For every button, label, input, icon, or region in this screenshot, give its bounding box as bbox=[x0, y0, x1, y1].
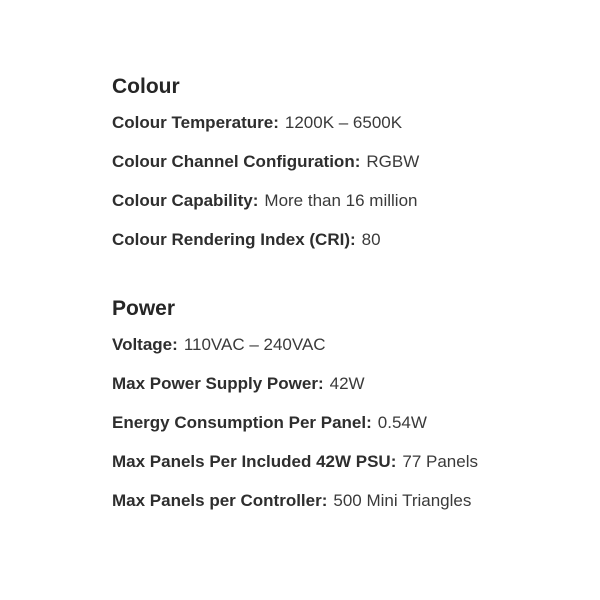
section-title-colour: Colour bbox=[112, 75, 180, 98]
spec-label: Voltage: bbox=[112, 335, 178, 354]
spec-row-max-panels-per-psu bbox=[112, 452, 582, 472]
spec-value: 42W bbox=[329, 374, 365, 393]
spec-value: 80 bbox=[361, 230, 381, 249]
spec-row-voltage bbox=[112, 335, 582, 355]
power-section bbox=[112, 296, 582, 530]
spec-label: Colour Temperature: bbox=[112, 113, 279, 132]
spec-row-energy-consumption-per-panel bbox=[112, 413, 582, 433]
spec-label: Max Power Supply Power: bbox=[112, 374, 324, 393]
spec-row-max-panels-per-controller bbox=[112, 491, 582, 511]
spec-value: 0.54W bbox=[377, 413, 427, 432]
colour-section bbox=[112, 74, 582, 269]
spec-label: Colour Capability: bbox=[112, 191, 259, 210]
spec-row-colour-rendering-index bbox=[112, 230, 582, 250]
spec-value: 500 Mini Triangles bbox=[333, 491, 472, 510]
spec-row-colour-channel-configuration bbox=[112, 152, 582, 172]
spec-value: 1200K – 6500K bbox=[284, 113, 403, 132]
spec-label: Colour Channel Configuration: bbox=[112, 152, 361, 171]
spec-row-max-power-supply-power bbox=[112, 374, 582, 394]
spec-value: More than 16 million bbox=[264, 191, 418, 210]
spec-value: RGBW bbox=[366, 152, 420, 171]
spec-label: Max Panels per Controller: bbox=[112, 491, 328, 510]
section-title-power: Power bbox=[112, 297, 176, 320]
spec-label: Energy Consumption Per Panel: bbox=[112, 413, 372, 432]
spec-value: 77 Panels bbox=[402, 452, 478, 471]
spec-row-colour-capability bbox=[112, 191, 582, 211]
spec-label: Max Panels Per Included 42W PSU: bbox=[112, 452, 397, 471]
spec-row-colour-temperature bbox=[112, 113, 582, 133]
spec-label: Colour Rendering Index (CRI): bbox=[112, 230, 356, 249]
spec-value: 110VAC – 240VAC bbox=[183, 335, 326, 354]
